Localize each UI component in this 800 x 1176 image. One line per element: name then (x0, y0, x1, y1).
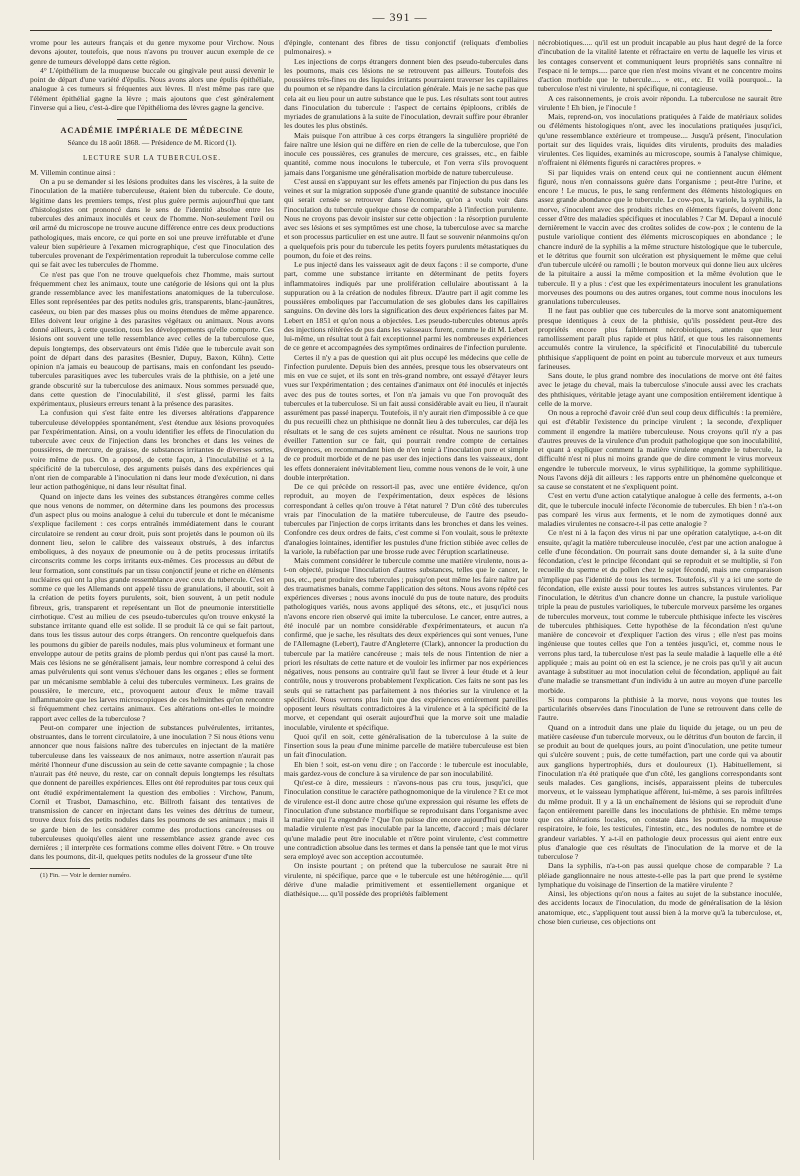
paragraph: C'est aussi en s'appuyant sur les effets amenés par l'injection du pus dans les veines et sur la migration supposée d'une grande quantité de substance inoculée qui serait censée se retrouver dans l'économie, qu'on a voulu voir dans l'inoculation du tubercule quelque chose de comparable à l'infection purulente. Nous ne croyons pas devoir insister sur cette objection : la résorption purulente avec ses lésions et ses symptômes est une chose, la tuberculose avec sa marche et son processus particulier en est une autre. Il faut se souvenir néanmoins qu'on a quelquefois pris pour du tubercule les petits foyers purulents métastatiques du poumon, du foie et des reins. (284, 176, 528, 260)
paragraph: De ce qui précède on ressort-il pas, avec une entière évidence, qu'on reproduit, au moyen de l'expérimentation, deux espèces de lésions correspondant à celles qu'on trouve à l'état naturel ? D'un côté des tubercules vrais par l'inoculation de la matière tuberculeuse, de l'autre des pseudo-tubercules par l'injection de corps irritants dans les bronches et dans les veines. Confondre ces deux ordres de faits, c'est comme si l'on voulait, sous le prétexte d'analogies lointaines, identifier les pustules d'une friction stibiée avec celles de la variole, la rubéfaction par une brosse rude avec l'éruption scarlatineuse. (284, 482, 528, 556)
paragraph: Ce n'est pas que l'on ne trouve quelquefois chez l'homme, mais surtout fréquemment chez les animaux, toute une catégorie de lésions qui ont la plus grande ressemblance avec les manifestations anatomiques de la tuberculose. Elles sont représentées par des petits nodules gris, transparents, blanc-jaunâtres, caséeux, ou bien par des masses plus ou moins étendues de même apparence. Elles doivent leur origine à des parasites végétaux ou animaux. Nous avons donné ailleurs, à cette question, tous les développements qu'elle comporte. Ces lésions ont souvent une telle ressemblance avec celles de la tuberculose que, depuis longtemps, des observateurs ont émis l'idée que le tubercule avait son point de départ dans des parasites (Besnier, Dupuy, Baxon, Kühn). Cette opinion n'a jamais eu beaucoup de partisans, mais en confondant les pseudo-tubercules parasitiques avec les tubercules vrais de la phthisie, on a jeté une grande obscurité sur la tuberculose des animaux. Nous sommes persuadé que, dans cette question de l'inoculabilité, il s'est glissé, parmi les faits expérimentaux, plusieurs erreurs tenant à la présence des parasites. (30, 269, 274, 408)
paragraph: On a pu se demander si les lésions produites dans les viscères, à la suite de l'inoculation de la matière tuberculeuse, étaient bien du tubercule. Ce doute, légitime dans les premiers temps, n'est plus guère permis aujourd'hui que tant d'histologistes ont prononcé dans le sens de l'identité absolue entre les tubercules des animaux inoculés et ceux de l'homme. Non-seulement l'œil ou œil armé du microscope ne trouve aucune différence entre ces deux productions pathologiques, mais encore, ce qui porte en soi une preuve irréfutable et d'une valeur bien supérieure à l'examen micrographique, c'est que l'inoculation des tubercules provenant de l'expérimentation reproduit la tuberculose comme celle qui se fait avec les tubercules de l'homme. (30, 177, 274, 270)
paragraph: Le pus injecté dans les vaisseaux agit de deux façons : il se comporte, d'une part, comme une substance irritante en déterminant de petits foyers inflammatoires indiqués par une prolifération cellulaire aboutissant à la suppuration ou à la création de nodules fibreux. D'autre part il agit comme les poussières emboliques par l'accumulation de ses globules dans les capillaires sanguins. On devine dès lors la signification des deux expériences faites par M. Lebert en 1851 et qu'on nous a objectées. Les pseudo-tubercules obtenus après des injections réitérées de pus dans les vaisseaux furent, comme le dit M. Lebert lui-même, un résultat tout à fait exceptionnel parmi les nombreuses expériences de ce genre et accompagnées des symptômes ordinaires de l'infection purulente. (284, 260, 528, 353)
paragraph: 4° L'épithélium de la muqueuse buccale ou gingivale peut aussi devenir le point de départ d'une variété d'épulis. Nous avons alors une épulis épithéliale, analogue à ces tumeurs si fréquentes aux lèvres. Il n'est même pas rare que l'élément épithélial gagne la lèvre ; mais ajoutons que c'est généralement l'inverse qui a lieu, c'est-à-dire que l'épithélioma des lèvres gagne la gencive. (30, 65, 274, 112)
column-2 (284, 38, 528, 1164)
paragraph: Sans doute, le plus grand nombre des inoculations de morve ont été faites avec le jetage du cheval, mais la tuberculose s'inocule aussi avec les crachats des phthisiques, véritable jetage ayant une composition entièrement identique à celle de la morve. (538, 371, 782, 408)
paragraph: Eh bien ! soit, est-on venu dire ; on l'accorde : le tubercule est inoculable, mais gardez-vous de conclure à sa virulence de par son inoculabilité. (284, 759, 528, 778)
column-separator (279, 40, 280, 1160)
section-divider (117, 119, 187, 120)
footnote-rule (30, 868, 90, 869)
paragraph: Ainsi, les objections qu'on nous a faites au sujet de la substance inoculée, des accidents locaux de l'inoculation, du mode de généralisation de la lésion anatomique, etc., s'appliquent tout aussi bien à la morve qu'à la tuberculose, et, chose bien curieuse, ces objections ont (538, 889, 782, 926)
header-rule (30, 30, 772, 31)
paragraph: Ce n'est ni à la façon des virus ni par une opération catalytique, a-t-on dit ensuite, qu'agit la matière tuberculeuse inoculée, c'est par une action analogue à celle d'une fécondation. On pourrait sans doute demander si, à la suite d'une fécondation, c'est le principe fécondant qui se reproduit et se multiplie, si l'on recueille du sperme et du pollen chez le sujet fécondé, mais une comparaison n'implique pas l'identité de tous les termes. Toutefois, s'il y a ici une sorte de fécondation, elle existe aussi pour toutes les autres substances virulentes. Par l'inoculation, le détritus d'un chancre donne un chancre, la pustule variolique triple la peau de pustules varioliques, le tubercule morveux parsème les organes de tubercules morveux, tout comme le tubercule phthisique infecte les viscères de tubercules phthisiques. Cette hypothèse de la fécondation n'est qu'une manière de concevoir et d'expliquer l'action des virus ; elle n'est pas moins ingénieuse que toutes celles que l'on a tentées jusqu'ici, et, comme nous le verrons plus tard, la tuberculose n'est pas la seule maladie à laquelle elle a été appliquée ; mais au point où en est la science, je ne crois pas qu'il y ait aucun avantage à substituer au mot inoculation celui de fécondation, appliqué au fait d'une maladie se transmettant d'un individu à un autre au moyen d'une parcelle morbide. (538, 528, 782, 695)
column-3 (538, 38, 782, 1164)
paragraph: On nous a reproché d'avoir créé d'un seul coup deux difficultés : la première, qui est d'établir l'existence du principe virulent ; la seconde, d'expliquer comment il engendre la matière tuberculeuse. Nous croyons qu'il n'y a pas d'autres preuves de la virulence d'un produit pathologique que son inoculabilité, et quant à expliquer comment la matière virulente engendre le tubercule, la difficulté n'est ni plus ni moins grande que de dire comment le virus morveux engendre le tubercule morveux, le virus syphilitique, la gomme syphilitique. Nous l'avons déjà dit ailleurs : les rapports entre un phénomène quelconque et sa cause se constatent et ne s'expliquent point. (538, 408, 782, 491)
paragraph: Qu'est-ce à dire, messieurs : n'avons-nous pas cru tous, jusqu'ici, que l'inoculation constitue le caractère pathognomonique de la virulence ? Et ce mot de virulence est-il donc autre chose qu'une expression qui résume les effets de l'inoculation d'une substance morbifique se reproduisant dans l'organisme avec la matière qui l'a engendrée ? Que l'on puisse dire encore aujourd'hui que toute maladie virulente n'est pas inoculable par la lancette, d'accord ; mais déclarer qu'une maladie peut être inoculable et n'être point virulente, c'est commettre une contradiction absolue dans les termes et dans la pensée tant que le mot virus sera employé avec son acception accoutumée. (284, 778, 528, 861)
paragraph: Quand on a introduit dans une plaie du liquide du jetage, ou un peu de matière caséeuse d'un tubercule morveux, ou le détritus d'un bouton de farcin, il se produit au bout de quelques jours, au point d'inoculation, une petite tumeur qui s'ulcère souvent ; puis, de cette tuméfaction, part une corde qui va aboutir aux ganglions hypertrophiés, durs et douloureux (1). Habituellement, si l'inoculation n'a été pratiquée que d'un côté, les ganglions correspondants sont seuls malades. Ces ganglions, incisés, apparaissent pleins de tubercules morveux, et le vaisseau lymphatique afférent, lui-même, à ses parois infiltrées du même produit. Il y a là un enchaînement de lésions qui se reproduit d'une façon entièrement pareille dans les inoculations de phthisie. En même temps que ces altérations locales, on constate dans les poumons, la muqueuse respiratoire, le foie, les testicules, l'intestin, etc., des nodules de nombre et de grandeur variables. Y a-t-il en pathologie deux processus qui aient entre eux plus d'analogie que ces résultats de l'inoculation de la morve et de la tuberculose ? (538, 722, 782, 861)
paragraph: Si nous comparons la phthisie à la morve, nous voyons que toutes les particularités observées dans l'inoculation de l'une se retrouvent dans celle de l'autre. (538, 694, 782, 723)
speaker-line: M. Villemin continue ainsi : (30, 167, 116, 177)
paragraph: Dans la syphilis, n'a-t-on pas aussi quelque chose de comparable ? La pléiade ganglionnaire ne nous atteste-t-elle pas la part que prend le système lymphatique du voisinage de l'insertion de la matière virulente ? (538, 861, 782, 889)
column-1 (30, 38, 274, 1164)
session-line: Séance du 18 août 1868. — Présidence de M. Ricord (1). (67, 138, 237, 148)
footnote: (1) Fin. — Voir le dernier numéro. (40, 871, 131, 879)
paragraph: Certes il n'y a pas de question qui ait plus occupé les médecins que celle de l'infection purulente. Depuis bien des années, presque tous les observateurs ont mis en vue ce sujet, et ils sont en très-grand nombre, ont essayé d'étayer leurs vues sur l'expérimentation ; des centaines d'animaux ont été inoculés et injectés avec des pus de toutes sortes, et l'on n'a jamais vu que l'on provoquât des tubercules et la tuberculose. Si un fait aussi considérable avait eu lieu, il n'aurait assurément pas passé inaperçu. Toutefois, il n'y aurait rien d'impossible à ce que du pus recueilli chez un phthisique ne donnât lieu à des tubercules, car déjà les résultats et le sang de ces sujets amènent ce résultat. Nous ne saurions trop éveiller l'attention sur ce fait, qui pourrait rendre compte de certaines divergences, en recommandant bien de n'en tenir à l'inoculation pure et simple de ce produit morbide et de ne pas user des injections dans les vaisseaux, dont les effets donneraient inévitablement lieu, comme nous venons de le voir, à une double interprétation. (284, 352, 528, 482)
paragraph: Les injections de corps étrangers donnent bien des pseudo-tubercules dans les poumons, mais ces lésions ne se retrouvent pas ailleurs. Toutefois des poussières très-fines ou des liquides irritants pourraient traverser les capillaires du poumon et se répandre dans la circulation générale. Mais je ne sache pas que cela ait eu lieu pour un autre substance que le pus. Les résultats sont tout autres dans l'inoculation du tubercule : l'aspect de certains épiploons, criblés de myriades de granulations à la suite de l'inoculation, devrait suffire pour ébranler les doutes les plus obstinés. (284, 56, 528, 131)
paragraph: C'est en vertu d'une action catalytique analogue à celle des ferments, a-t-on dit, que le tubercule inoculé infecte l'économie de tubercules. Eh bien ! n'a-t-on pas comparé les virus aux ferments, et le nom de zymotiques donné aux maladies virulentes ne consacre-t-il pas cette analogie ? (538, 491, 782, 528)
paragraph: vrome pour les auteurs français et du genre myxome pour Virchow. Nous devons ajouter, toutefois, que nous n'avons pu trouver aucun exemple de ce genre de tumeurs développé dans cette région. (30, 38, 274, 66)
paragraph: Quand on injecte dans les veines des substances étrangères comme celles que nous venons de nommer, on détermine dans les poumons des processus d'un aspect plus ou moins analogue à celui du tubercule et dont le mécanisme s'explique facilement : ces corps entraînés immédiatement dans le courant circulatoire se rendent au cœur droit, puis sont projetés dans le poumon où ils donnent lieu, selon le calibre des vaisseaux obstrués, à des infarctus emboliques, à des noyaux de pneumonie ou à de petits processus irritatifs circonscrits comme les corps irritants eux-mêmes. Ces processus au début de leur formation, sont constitués par un tissu conjonctif jeune et riche en éléments nucléaires qui ont la plus grande ressemblance avec ceux du tubercule. C'est en somme ce que les Allemands ont appelé tissu de granulations, il aboutit, soit à la création de petits foyers purulents, soit, bien souvent, à un petit nodule fibreux, gris, transparent et représentant un îlot de pneumonie interstitielle cirrhotique. C'est au milieu de ces pseudo-tubercules qu'on trouve enkysté la substance irritante quand elle est solide. Il se produit là ce qui se fait partout, dans tous les tissus autour des corps étrangers. On rencontre quelquefois dans les poumons du gibier de pareils nodules, mais plus volumineux et formant une enveloppe autour de petits grains de plomb perdus qui n'ont pas causé la mort. Mais ces lésions ne se généralisent jamais, leur nombre correspond à celui des amas pulvérulents qui sont venus s'échouer dans les organes ; elles se forment par un mécanisme semblable à celui des tubercules vermineux. Les grains de poussière, le mercure, etc., provoquent autour d'eux le même travail inflammatoire que les larves microscopiques de ces helminthes qu'on rencontre si fréquemment chez certains animaux. Ces altérations ont-elles le moindre rapport avec celles de la tuberculose ? (30, 491, 274, 723)
lecture-title: LECTURE SUR LA TUBERCULOSE. (82, 153, 222, 162)
paragraph: Peut-on comparer une injection de substances pulvérulentes, irritantes, obstruantes, dans le torrent circulatoire, à une inoculation ? Si nous étions venu annoncer que nous faisions naître des tubercules en injectant de la matière tuberculeuse dans les vaisseaux de nos animaux, notre assertion n'aurait pas mérité l'honneur d'une discussion au sein de cette savante compagnie ; la chose n'aurait pas été neuve, du reste, car on connaît depuis longtemps les résultats que donnent de pareilles expériences. Elles ont été reproduites par tous ceux qui ont étudié expérimentalement la question des embolies : Virchow, Panum, Cornil et Trasbot, Damaschino, etc. Billroth faisant des tentatives de transmission de cancer en injectant dans les veines des détritus de tumeur, trouve deux fois des petits nodules dans les poumons de ses animaux ; mais il se garde bien de les considérer comme des productions cancéreuses ou tuberculeuses quoiqu'elles aient une ressemblance assez grande avec ces dernières ; il interprète ces formations comme elles doivent l'être. » On trouve dans les poumons, dit-il, quelques petits nodules de la grosseur d'une tête (30, 722, 274, 862)
paragraph: Il ne faut pas oublier que ces tubercules de la morve sont anatomiquement presque identiques à ceux de la phthisie, qu'ils possèdent peut-être des propriétés encore plus faiblement nécrobiotiques, attendu que leur ramollissement paraît plus rapide et plus hâtif, et que tous les raisonnements accumulés contre la virulence, la spécificité et l'inoculabilité du tubercule phthisique s'appliquent de point en point au tubercule morveux et aux tumeurs farineuses. (538, 306, 782, 371)
paragraph: Mais comment considérer le tubercule comme une matière virulente, nous a-t-on objecté, puisque l'inoculation d'autres substances, telles que le cancer, le pus, etc., peut produire des tubercules ; puisqu'on peut même les faire naître par des traumatismes banals, comme l'application des sétons. Nous avons répété ces expériences diverses ; nous avons inoculé du pus de toute nature, des produits pathologiques variés, nous avons appliqué des sétons, etc., et jusqu'ici nous n'avons encore rien observé qui imite la tuberculose. Le cancer, entre autres, a été inoculé par un nombre considérable d'expérimentateurs, et aucun n'a confirmé, que je sache, les résultats des deux expériences qui sont venues, l'une de l'Allemagne (Lebert), l'autre d'Angleterre (Clark), annoncer la production du tubercule par la matière cancéreuse ; mais tels de nous l'intention de nier a priori les résultats de cette nature et de vouloir les infirmer par nos expériences négatives, nous pensons au contraire qu'il faut se livrer à leur étude et à leur contrôle, nous y trouverons probablement l'explication. Ces faits ne sont pas les seuls qui se rattachent pas parfaitement à nos théories sur la virulence et la spécificité. Nous verrons plus loin que des expériences entièrement pareilles opposent leurs résultats contradictoires à la virulence et à la spécificité de la morve, et cependant qui oserait aujourd'hui que la morve soit une maladie inoculable, virulente et spécifique. (284, 556, 528, 732)
paragraph: Mais, reprend-on, vos inoculations pratiquées à l'aide de matériaux solides ou d'éléments histologiques n'ont, avec les inoculations pratiquées jusqu'ici, qu'une ressemblance extérieure et trompeuse.... Jusqu'à présent, l'inoculation portait sur des liquides vrais, liquides dits virulents, produits des maladies virulentes. Ces liquides, examinés au microscope, soumis à l'analyse chimique, n'offraient ni éléments figurés ni caractères propres. » (538, 112, 782, 168)
column-separator (533, 40, 534, 1160)
paragraph: nécrobiotiques..... qu'il est un produit incapable au plus haut degré de la force d'incubation de la vitalité latente et réfractaire en vertu de laquelle les virus et les contages conservent et communiquent leurs propriétés sans connaître ni l'espace ni le temps..... parce que rien n'est moins vivant et ne concentre moins d'action morbide que le tubercule..... » etc., etc. Et voilà pourquoi... la tuberculose n'est ni virulente, ni spécifique, ni contagieuse. (538, 38, 782, 94)
paragraph: Si par liquides vrais on entend ceux qui ne contiennent aucun élément figuré, nous n'en connaissons guère dans l'organisme ; peut-être l'urine, et encore ! Le mucus, le pus, le sang renferment des éléments histologiques en assez grande abondance que le tubercule. Le cow-pox, la variole, la syphilis, la morve, s'inoculent avec des produits riches en éléments figurés, doivent donc cesser d'être des maladies spécifiques et inoculables ? Car M. Depaul a inoculé dernièrement le vaccin avec des croûtes solides de cow-pox ; le contenu de la pustule variolique contient des éléments microscopiques en abondance ; le chancre induré de la syphilis a la même structure histologique que le tubercule, et le détritus que fournit son ulcération est physiquement le même que celui d'un tubercule ulcéré ou ramolli ; le bouton morveux qui donne lieu aux ulcères de la pituitaire a aussi la même composition et la même évolution que le tubercule. Il y a plus : c'est que les expérimentateurs inoculent les granulations morveuses des poumons ou des autres organes, tout comme nous inoculons les granulations tuberculeuses. (538, 167, 782, 306)
section-heading: ACADÉMIE IMPÉRIALE DE MÉDECINE (60, 126, 244, 135)
paragraph: A ces raisonnements, je crois avoir répondu. La tuberculose ne saurait être virulente ! Eh bien, je l'inocule ! (538, 93, 782, 112)
paragraph: d'épingle, contenant des fibres de tissu conjonctif (reliquats d'embolies pulmonaires). » (284, 38, 528, 57)
paragraph: La confusion qui s'est faite entre les diverses altérations d'apparence tuberculeuse développées spontanément, s'est étendue aux lésions provoquées par l'expérimentation. Ainsi, on a voulu identifier les effets de l'inoculation du tubercule avec ceux de l'injection dans les bronches et dans les veines de poussières, de mercure, de graisse, de substances irritantes de diverses sortes, voire même de pus. On a opposé, de cette façon, à l'inoculabilité et à la spécificité de la tuberculose, des arguments puisés dans des expériences qui n'ont rien de comparable à l'inoculation ni dans leur mode d'exécution, ni dans leur action pathogénique, ni dans leur résultat final. (30, 408, 274, 492)
page-number: — 391 — (372, 10, 428, 24)
paragraph: Quoi qu'il en soit, cette généralisation de la tuberculose à la suite de l'insertion sous la peau d'une minime parcelle de matière tuberculeuse est bien un fait d'inoculation. (284, 731, 528, 760)
paragraph: On insiste pourtant ; on prétend que la tuberculose ne saurait être ni virulente, ni spécifique, parce que « le tubercule est une hétérogénie..... qu'il dérive d'une maladie primitivement et essentiellement organique et diathésique..... qu'il possède des propriétés faiblement (284, 861, 528, 898)
paragraph: Mais puisque l'on attribue à ces corps étrangers la singulière propriété de faire naître une lésion qui ne diffère en rien de celle de la tuberculose, que l'on inocule ces poussières, ces granules de mercure, ces graisses, etc., en faible quantité, comme nous inoculons le tubercule, et l'on verra s'ils provoquent jamais dans l'organisme une généralisation morbide de nature tuberculeuse. (284, 130, 528, 177)
